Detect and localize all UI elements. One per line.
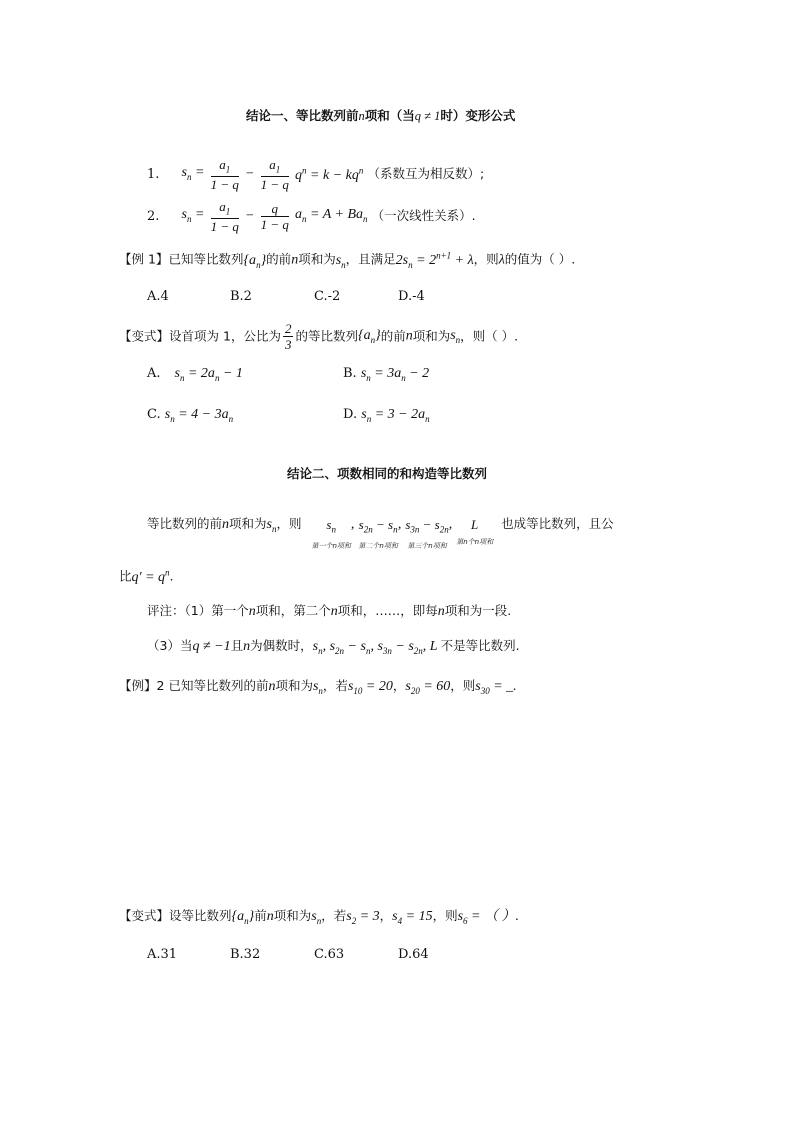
second-n-sum-label: 第二个n项和 (358, 541, 398, 550)
formula-1-note: （系数互为相反数）; (367, 166, 485, 182)
variant-2-s: $s_n$ (311, 909, 322, 926)
variant-2 (119, 910, 519, 926)
comment-3-condition: q ≠ −1 (192, 639, 231, 654)
comment-line-3 (147, 640, 520, 656)
section1-title-pre: 结论一、等比数列前 (246, 108, 359, 123)
example-1-seq: $\{a_n\}$ (243, 252, 267, 270)
example-2-text: 2 已知等比数列的前 (156, 678, 269, 693)
nth-n-sum-label: 第n个n项和 (456, 538, 494, 546)
comment-text: 项和为一段. (444, 603, 512, 618)
example-1-text: 的前 (266, 251, 292, 267)
option-a-label: A. (147, 366, 161, 381)
example-2-label: 【例】 (119, 678, 157, 693)
example-2-s: $s_n$ (312, 679, 323, 696)
comment-text: 项和，第二个 (255, 603, 331, 618)
variant-1-text: 设首项为 1，公比为 (169, 328, 281, 344)
example-2 (119, 680, 517, 696)
first-n-sum-label: 第一个n项和 (311, 541, 351, 550)
formula-2-note: （一次线性关系）. (371, 208, 476, 224)
formula-1-number: 1. (147, 166, 160, 182)
variant-2-option-c[interactable]: C.63 (314, 947, 345, 962)
formula-2 (147, 200, 476, 233)
formula-2-minus: − (245, 208, 255, 224)
para-2-text: 等比数列的前 (147, 516, 223, 531)
variant-1-text: 项和为 (412, 328, 451, 344)
example-1-condition: $2s_n = 2^{n+1} + \lambda$ (395, 250, 474, 270)
variant-2-text: ，则 (432, 908, 458, 923)
para-2-text: ，则 (276, 516, 302, 531)
para-2-text: 比 (119, 568, 132, 584)
para-2-n: n (222, 517, 230, 532)
variant-1-option-d[interactable] (343, 408, 430, 424)
variant-2-s6: $s_6$ = （ ）. (457, 909, 519, 926)
example-1-option-c[interactable]: C.-2 (314, 289, 341, 304)
paragraph-2-line-2 (119, 568, 174, 585)
formula-1 (147, 158, 484, 191)
variant-2-text: 项和为 (273, 908, 312, 923)
variant-1 (119, 322, 518, 351)
variant-1-seq: $\{a_n\}$ (357, 327, 381, 345)
example-1-text: ，则 (473, 251, 499, 267)
variant-2-text: ， (379, 908, 393, 923)
second-n-sum: $s_{2n} - s_n$ 第二个n项和 (358, 517, 398, 550)
para-2-s: $s_n$ (266, 517, 277, 534)
example-1-text: 已知等比数列 (168, 251, 244, 267)
variant-2-option-a[interactable]: A.31 (147, 947, 178, 962)
comment-n: n (330, 604, 338, 619)
comment-3-text: 且 (230, 638, 244, 653)
formula-2-lhs: $s_n$ = (181, 207, 205, 225)
comment-3-text: 为偶数时， (250, 638, 313, 653)
variant-2-text: ，若 (321, 908, 347, 923)
variant-1-option-c[interactable] (147, 408, 233, 424)
comment-n: n (248, 604, 256, 619)
formula-1-rhs: $q^n = k - kq^n$ (295, 164, 364, 183)
example-2-s10: $s_{10} = 20$ (347, 679, 393, 696)
section1-title (246, 110, 515, 123)
third-n-sum-label: 第三个n项和 (407, 541, 447, 550)
example-1-option-b[interactable]: B.2 (230, 289, 252, 304)
comment-text: 评注：（1）第一个 (147, 603, 249, 618)
variant-1-option-b[interactable] (343, 367, 429, 383)
example-1-label: 【例 1】 (119, 251, 169, 267)
example-1-n: n (291, 252, 299, 268)
comment-3-text: 不是等比数列. (440, 638, 520, 653)
variant-1-text: 的等比数列 (295, 328, 358, 344)
first-n-sum: $s_n$ 第一个n项和 (311, 517, 351, 550)
variant-1-text: 的前 (380, 328, 406, 344)
example-1-s: $s_n$ (335, 252, 346, 270)
section2-title: 结论二、项数相同的和构造等比数列 (287, 466, 488, 481)
variant-2-n: n (266, 909, 274, 924)
example-2-n: n (268, 679, 276, 694)
example-2-text: ， (392, 678, 406, 693)
variant-2-seq: $\{a_n\}$ (231, 909, 255, 926)
variant-2-option-b[interactable]: B.32 (230, 947, 261, 962)
nth-n-sum: L 第n个n项和 (456, 517, 494, 546)
formula-1-frac2: $\frac{a_1}{1 - q}$ (260, 157, 289, 192)
variant-2-text: 前 (254, 908, 267, 923)
para-2-text: 项和为 (229, 516, 267, 531)
variant-2-s2: $s_2 = 3$ (346, 909, 380, 926)
ratio-formula: $q' = q^n$ (131, 567, 170, 585)
formula-2-frac2: $\frac{q}{1 - q}$ (260, 200, 289, 232)
formula-2-rhs: $a_n = A + Ba_n$ (295, 207, 368, 225)
variant-2-option-d[interactable]: D.64 (398, 947, 429, 962)
example-2-text: 项和为 (275, 678, 313, 693)
example-1-text: 项和为 (298, 251, 336, 267)
comment-3-text: （3）当 (147, 638, 193, 653)
comment-text: 项和，……，即每 (337, 603, 438, 618)
option-c-expr: $s_n = 4 - 3a_n$ (164, 407, 234, 424)
variant-1-fraction: $\frac{2}{3}$ (284, 321, 292, 352)
variant-1-text: ，则（ ）. (460, 328, 519, 344)
example-1-lambda: λ (498, 252, 505, 268)
section1-title-post: 时）变形公式 (440, 108, 516, 123)
formula-1-minus: − (245, 166, 255, 182)
comment-3-expression: $s_n$, $s_{2n} - s_n$, $s_{3n} - s_{2n}$, L (312, 639, 438, 656)
variant-1-label: 【变式】 (119, 328, 170, 344)
example-1 (119, 251, 575, 269)
formula-1-frac1: $\frac{a_1}{1 - q}$ (210, 157, 239, 192)
variant-1-n: n (405, 328, 413, 344)
option-b-label: B. (343, 366, 357, 381)
option-b-expr: $s_n = 3a_n - 2$ (360, 366, 430, 383)
variant-1-s: $s_n$ (450, 327, 461, 345)
section1-title-mid: 项和（当 (364, 108, 415, 123)
variant-2-text: 设等比数列 (169, 908, 232, 923)
option-d-label: D. (343, 407, 358, 422)
section1-title-n: n (358, 109, 365, 123)
example-2-s20: $s_{20} = 60$ (405, 679, 451, 696)
example-1-text: 的值为（ ）. (504, 251, 576, 267)
paragraph-2-line-1: 等比数列的前n项和为$s_n$，则 $s_n$ 第一个n项和 , $s_{2n} - s_n$ 第二个n项和 , $s_{3n} - s_{2n}$ 第三个n项和 , L 第n个n项和 也成等比数列，且公 (147, 516, 614, 550)
variant-2-label: 【变式】 (119, 908, 170, 923)
para-2-text: . (169, 568, 174, 584)
variant-1-option-a[interactable] (147, 367, 243, 383)
option-c-label: C. (147, 407, 161, 422)
option-d-expr: $s_n = 3 - 2a_n$ (361, 407, 430, 424)
comment-3-n: n (243, 639, 251, 654)
section1-title-cond: q ≠ 1 (414, 109, 441, 123)
example-2-text: ，若 (322, 678, 348, 693)
para-2-text: 也成等比数列，且公 (501, 516, 614, 531)
third-n-sum: $s_{3n} - s_{2n}$ 第三个n项和 (405, 517, 449, 550)
example-2-s30: $s_{30}$ = _. (475, 679, 517, 696)
formula-1-lhs: $s_n$ = (181, 165, 205, 183)
example-1-option-a[interactable]: A.4 (147, 289, 169, 304)
example-2-text: ，则 (450, 678, 476, 693)
option-a-expr: $s_n = 2a_n - 1$ (174, 366, 243, 383)
comment-n: n (437, 604, 445, 619)
comment-line-1 (147, 605, 511, 619)
example-1-option-d[interactable]: D.-4 (398, 289, 425, 304)
formula-2-frac1: $\frac{a_1}{1 - q}$ (210, 199, 239, 234)
formula-2-number: 2. (147, 208, 160, 224)
variant-2-s4: $s_4 = 15$ (392, 909, 433, 926)
example-1-text: ，且满足 (345, 251, 396, 267)
